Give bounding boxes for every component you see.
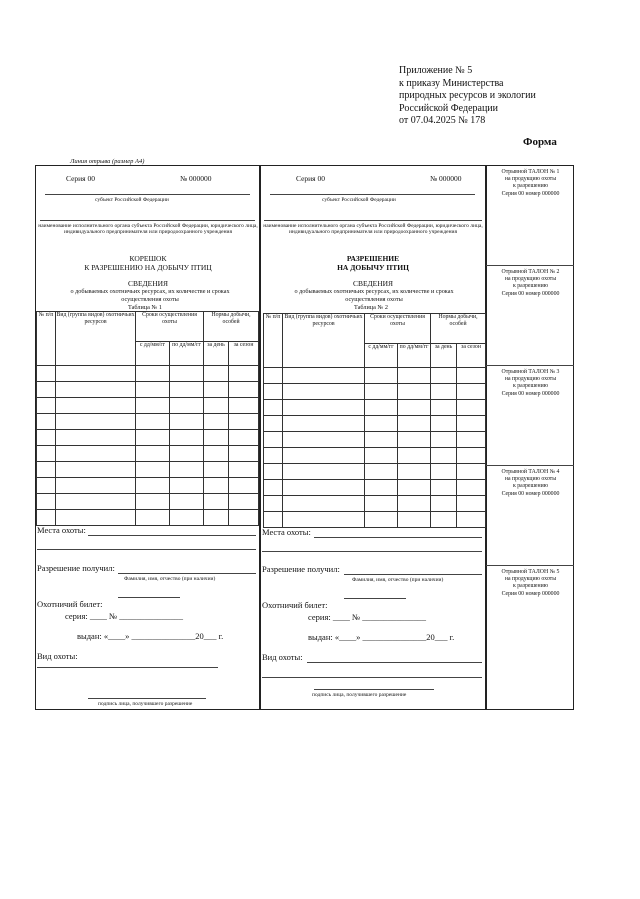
table-row	[264, 368, 486, 384]
table-row	[264, 416, 486, 432]
talon-line: на продукцию охоты	[504, 276, 557, 283]
received-line	[118, 573, 256, 574]
header-line: Приложение № 5	[399, 65, 473, 76]
left-signature-caption: подпись лица, получившего разрешение	[98, 701, 193, 707]
table-row	[37, 382, 259, 398]
talon-serial: Серия 00 номер 000000	[501, 390, 560, 397]
table-row	[37, 366, 259, 382]
left-series: Серия 00	[66, 174, 96, 183]
col-per-day: за день	[431, 344, 457, 368]
col-terms: Сроки осуществления охоты	[136, 312, 204, 342]
talon-title: Отрывной ТАЛОН № 2	[501, 269, 560, 275]
col-to: по дд/мм/гг	[170, 342, 204, 366]
right-title	[262, 254, 484, 272]
hunt-type-line	[37, 667, 218, 668]
right-title-line1: РАЗРЕШЕНИЕ	[346, 254, 400, 263]
talon-divider	[486, 465, 574, 466]
hunt-type-line	[307, 662, 482, 663]
places-line	[37, 549, 256, 550]
left-info-table	[36, 311, 259, 526]
table-row	[37, 430, 259, 446]
talon-line: на продукцию охоты	[504, 576, 557, 583]
col-num: № п/п	[264, 314, 283, 368]
left-number: № 000000	[180, 174, 212, 183]
signature-line	[88, 698, 206, 699]
right-info-title: СВЕДЕНИЯ	[352, 279, 394, 288]
left-hunt-type-label: Вид охоты:	[37, 651, 78, 661]
talon-4	[488, 469, 573, 498]
talons-frame	[486, 165, 574, 710]
places-line	[88, 535, 256, 536]
talon-line: к разрешению	[512, 483, 549, 490]
talon-line: к разрешению	[512, 383, 549, 390]
left-ticket-label: Охотничий билет:	[37, 599, 103, 609]
left-title-line1: КОРЕШОК	[129, 254, 167, 263]
col-kind: Вид (группа видов) охотничьих ресурсов	[283, 314, 365, 368]
right-subject-caption: субъект Российской Федерации	[322, 197, 396, 203]
right-ticket-series: серия: ____ № _______________	[308, 612, 426, 622]
table-row	[264, 384, 486, 400]
authority-line	[40, 220, 255, 221]
table-row	[264, 448, 486, 464]
right-hunt-type-label: Вид охоты:	[262, 652, 303, 662]
left-info-subtitle: о добываемых охотничьих ресурсах, их количестве и сроках осуществления охоты	[70, 288, 230, 303]
col-terms: Сроки осуществления охоты	[365, 314, 431, 344]
talon-divider	[486, 365, 574, 366]
authority-line	[264, 220, 482, 221]
table-row	[264, 400, 486, 416]
signature-line	[314, 689, 434, 690]
hunt-type-line	[262, 677, 482, 678]
talon-title: Отрывной ТАЛОН № 1	[501, 169, 560, 175]
table-row	[264, 464, 486, 480]
right-received-label: Разрешение получил:	[262, 564, 340, 574]
col-norms: Нормы добычи, особей	[204, 312, 259, 342]
talon-title: Отрывной ТАЛОН № 5	[501, 569, 560, 575]
header-line: природных ресурсов и экологии	[399, 90, 536, 101]
table-row	[37, 478, 259, 494]
table-row	[264, 480, 486, 496]
left-info-title: СВЕДЕНИЯ	[127, 279, 169, 288]
table-row	[37, 398, 259, 414]
left-authority-caption: наименование исполнительного органа субъекта Российской Федерации, юридического лица, индивидуального предпринимателя или природоохранного учреждения	[38, 223, 258, 236]
talon-serial: Серия 00 номер 000000	[501, 190, 560, 197]
talon-line: к разрешению	[512, 283, 549, 290]
right-info-subtitle: о добываемых охотничьих ресурсах, их количестве и сроках осуществления охоты	[294, 288, 454, 303]
talon-1	[488, 169, 573, 198]
col-norms: Нормы добычи, особей	[431, 314, 486, 344]
table-row	[37, 414, 259, 430]
left-issued: выдан: «____» _______________20___ г.	[77, 631, 224, 641]
right-signature-caption: подпись лица, получившего разрешение	[312, 692, 407, 698]
col-num: № п/п	[37, 312, 56, 366]
table-row	[264, 496, 486, 512]
table-row	[37, 494, 259, 510]
places-line	[314, 537, 482, 538]
subject-line	[270, 194, 475, 195]
left-places-label: Места охоты:	[37, 525, 86, 535]
talon-line: к разрешению	[512, 583, 549, 590]
col-per-season: за сезон	[457, 344, 486, 368]
talon-line: на продукцию охоты	[504, 476, 557, 483]
header-line: Российской Федерации	[399, 102, 499, 114]
talon-divider	[486, 565, 574, 566]
talon-title: Отрывной ТАЛОН № 3	[501, 369, 560, 375]
left-fio-caption: Фамилия, имя, отчество (при наличии)	[124, 576, 216, 582]
cut-line-note: Линия отрыва (размер А4)	[70, 158, 145, 165]
places-line	[262, 551, 482, 552]
received-line	[344, 574, 482, 575]
right-ticket-label: Охотничий билет:	[262, 600, 328, 610]
col-kind: Вид (группа видов) охотничьих ресурсов	[56, 312, 136, 366]
header-line: от 07.04.2025 № 178	[399, 115, 486, 126]
form-label: Форма	[523, 136, 557, 148]
talon-line: на продукцию охоты	[504, 376, 557, 383]
col-from: с дд/мм/гг	[136, 342, 170, 366]
header-line: к приказу Министерства	[399, 77, 504, 89]
talon-serial: Серия 00 номер 000000	[501, 290, 560, 297]
table-row	[264, 432, 486, 448]
col-per-season: за сезон	[229, 342, 259, 366]
talon-divider	[486, 265, 574, 266]
left-title-line2: К РАЗРЕШЕНИЮ НА ДОБЫЧУ ПТИЦ	[84, 263, 212, 272]
col-per-day: за день	[204, 342, 229, 366]
col-to: по дд/мм/гг	[398, 344, 431, 368]
received-line	[344, 598, 406, 599]
right-number: № 000000	[430, 174, 462, 183]
right-issued: выдан: «____» _______________20___ г.	[308, 632, 455, 642]
right-places-label: Места охоты:	[262, 527, 311, 537]
left-subject-caption: субъект Российской Федерации	[95, 197, 169, 203]
left-table-label: Таблица № 1	[128, 304, 162, 311]
left-ticket-series: серия: ____ № _______________	[65, 611, 183, 621]
talon-title: Отрывной ТАЛОН № 4	[501, 469, 560, 475]
received-line	[118, 597, 180, 598]
talon-serial: Серия 00 номер 000000	[501, 590, 560, 597]
left-title	[38, 254, 258, 272]
subject-line	[45, 194, 250, 195]
col-from: с дд/мм/гг	[365, 344, 398, 368]
right-title-line2: НА ДОБЫЧУ ПТИЦ	[337, 263, 409, 272]
talon-3	[488, 369, 573, 398]
talon-line: к разрешению	[512, 183, 549, 190]
table-row	[37, 462, 259, 478]
right-authority-caption: наименование исполнительного органа субъекта Российской Федерации, юридического лица, индивидуального предпринимателя или природоохранного учреждения	[263, 223, 483, 236]
right-table-label: Таблица № 2	[354, 304, 388, 311]
right-fio-caption: Фамилия, имя, отчество (при наличии)	[352, 577, 444, 583]
table-row	[37, 446, 259, 462]
talon-5	[488, 569, 573, 598]
table-row	[264, 512, 486, 528]
right-series: Серия 00	[296, 174, 326, 183]
talon-2	[488, 269, 573, 298]
right-info-table	[263, 313, 486, 528]
talon-serial: Серия 00 номер 000000	[501, 490, 560, 497]
table-row	[37, 510, 259, 526]
left-received-label: Разрешение получил:	[37, 563, 115, 573]
talon-line: на продукцию охоты	[504, 176, 557, 183]
order-header	[399, 65, 536, 128]
